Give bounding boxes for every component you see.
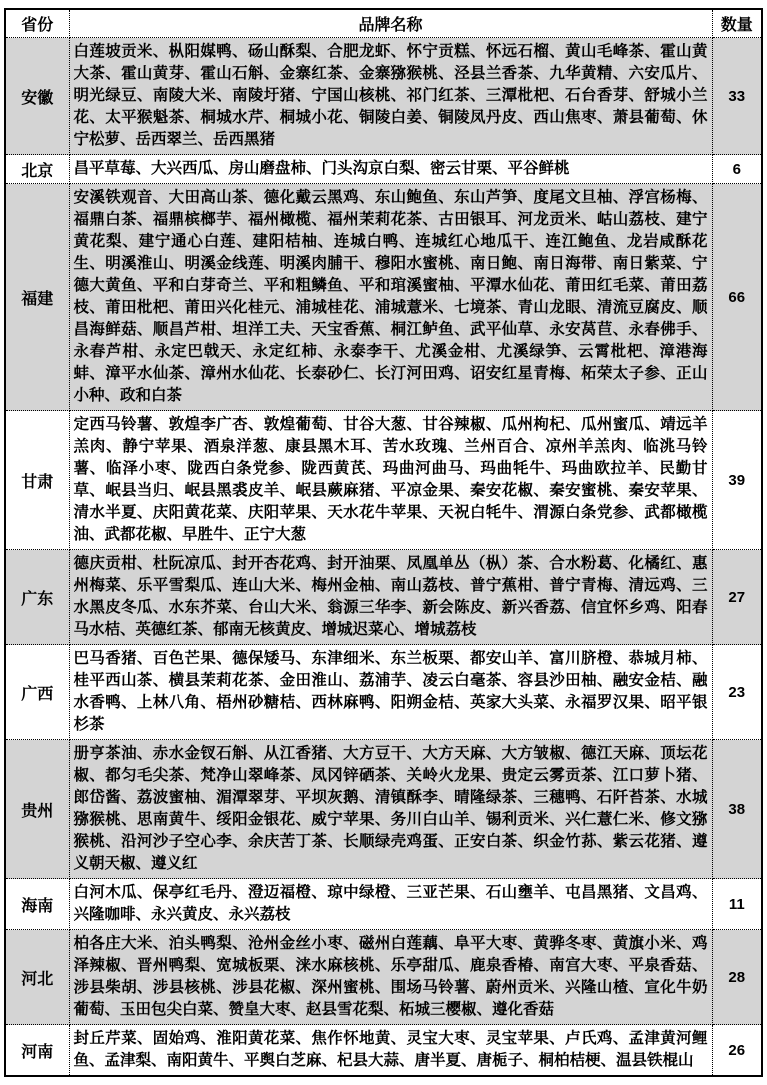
province-cell: 广东 [5, 550, 69, 645]
province-cell: 甘肃 [5, 411, 69, 550]
province-cell: 河南 [5, 1025, 69, 1077]
count-cell: 11 [712, 879, 762, 930]
count-cell: 28 [712, 930, 762, 1025]
brands-cell: 巴马香猪、百色芒果、德保矮马、东津细米、东兰板栗、都安山羊、富川脐橙、恭城月柿、桂平西山茶、横县茉莉花茶、金田淮山、荔浦芋、凌云白毫茶、容县沙田柚、融安金桔、融水香鸭、上林八角、梧州砂糖桔、西林麻鸭、阳朔金桔、英家大头菜、永福罗汉果、昭平银杉茶 [69, 645, 712, 740]
table-row [5, 930, 762, 1025]
province-cell: 安徽 [5, 38, 69, 155]
table-row [5, 740, 762, 879]
province-cell: 北京 [5, 155, 69, 184]
table-body [5, 38, 762, 1077]
count-cell: 66 [712, 184, 762, 411]
count-cell: 26 [712, 1025, 762, 1077]
header-row [5, 9, 762, 38]
brands-cell: 柏各庄大米、泊头鸭梨、沧州金丝小枣、磁州白莲藕、阜平大枣、黄骅冬枣、黄旗小米、鸡泽辣椒、晋州鸭梨、宽城板栗、涞水麻核桃、乐亭甜瓜、鹿泉香椿、南宫大枣、平泉香菇、涉县柴胡、涉县核桃、涉县花椒、深州蜜桃、围场马铃薯、蔚州贡米、兴隆山楂、宣化牛奶葡萄、玉田包尖白菜、赞皇大枣、赵县雪花梨、柘城三樱椒、遵化香菇 [69, 930, 712, 1025]
table-row [5, 879, 762, 930]
header-province: 省份 [5, 9, 69, 38]
brands-cell: 德庆贡柑、杜阮凉瓜、封开杏花鸡、封开油栗、凤凰单丛（枞）茶、合水粉葛、化橘红、惠州梅菜、乐平雪梨瓜、连山大米、梅州金柚、南山荔枝、普宁蕉柑、普宁青梅、清远鸡、三水黑皮冬瓜、水东芥菜、台山大米、翁源三华李、新会陈皮、新兴香荔、信宜怀乡鸡、阳春马水桔、英德红茶、郁南无核黄皮、增城迟菜心、增城荔枝 [69, 550, 712, 645]
brands-cell: 白河木瓜、保亭红毛丹、澄迈福橙、琼中绿橙、三亚芒果、石山壅羊、屯昌黑猪、文昌鸡、兴隆咖啡、永兴黄皮、永兴荔枝 [69, 879, 712, 930]
province-brand-table [4, 8, 763, 1077]
province-cell: 福建 [5, 184, 69, 411]
table-row [5, 1025, 762, 1077]
table-header [5, 9, 762, 38]
header-brand: 品牌名称 [69, 9, 712, 38]
table-row [5, 550, 762, 645]
brands-cell: 白莲坡贡米、枞阳媒鸭、砀山酥梨、合肥龙虾、怀宁贡糕、怀远石榴、黄山毛峰茶、霍山黄大茶、霍山黄芽、霍山石斛、金寨红茶、金寨猕猴桃、泾县兰香茶、九华黄精、六安瓜片、明光绿豆、南陵大米、南陵圩猪、宁国山核桃、祁门红茶、三潭枇杷、石台香芽、舒城小兰花、太平猴魁茶、桐城水芹、桐城小花、铜陵白姜、铜陵凤丹皮、西山焦枣、萧县葡萄、休宁松萝、岳西翠兰、岳西黑猪 [69, 38, 712, 155]
count-cell: 23 [712, 645, 762, 740]
brands-cell: 安溪铁观音、大田高山茶、德化戴云黑鸡、东山鲍鱼、东山芦笋、度尾文旦柚、浮宫杨梅、福鼎白茶、福鼎槟榔芋、福州橄榄、福州茉莉花茶、古田银耳、河龙贡米、岵山荔枝、建宁黄花梨、建宁通心白莲、建阳桔柚、连城白鸭、连城红心地瓜干、连江鲍鱼、龙岩咸酥花生、明溪淮山、明溪金线莲、明溪肉脯干、穆阳水蜜桃、南日鲍、南日海带、南日紫菜、宁德大黄鱼、平和白芽奇兰、平和粗鳞鱼、平和琯溪蜜柚、平潭水仙花、莆田红毛菜、莆田荔枝、莆田枇杷、莆田兴化桂元、浦城桂花、浦城薏米、七境茶、青山龙眼、清流豆腐皮、顺昌海鲜菇、顺昌芦柑、坦洋工夫、天宝香蕉、桐江鲈鱼、武平仙草、永安莴苣、永春佛手、永春芦柑、永定巴戟天、永定红柿、永泰李干、尤溪金柑、尤溪绿笋、云霄枇杷、漳港海蚌、漳平水仙茶、漳州水仙花、长泰砂仁、长汀河田鸡、诏安红星青梅、柘荣太子参、正山小种、政和白茶 [69, 184, 712, 411]
table-row [5, 645, 762, 740]
brands-cell: 定西马铃薯、敦煌李广杏、敦煌葡萄、甘谷大葱、甘谷辣椒、瓜州枸杞、瓜州蜜瓜、靖远羊羔肉、静宁苹果、酒泉洋葱、康县黑木耳、苦水玫瑰、兰州百合、凉州羊羔肉、临洮马铃薯、临泽小枣、陇西白条党参、陇西黄芪、玛曲河曲马、玛曲牦牛、玛曲欧拉羊、民勤甘草、岷县当归、岷县黑裘皮羊、岷县蕨麻猪、平凉金果、秦安花椒、秦安蜜桃、秦安苹果、清水半夏、庆阳黄花菜、庆阳苹果、天水花牛苹果、天祝白牦牛、渭源白条党参、武都橄榄油、武都花椒、早胜牛、正宁大葱 [69, 411, 712, 550]
count-cell: 6 [712, 155, 762, 184]
header-count: 数量 [712, 9, 762, 38]
brands-cell: 昌平草莓、大兴西瓜、房山磨盘柿、门头沟京白梨、密云甘栗、平谷鲜桃 [69, 155, 712, 184]
table-row [5, 411, 762, 550]
brands-cell: 册亨茶油、赤水金钗石斛、从江香猪、大方豆干、大方天麻、大方皱椒、德江天麻、顶坛花椒、都匀毛尖茶、梵净山翠峰茶、凤冈锌硒茶、关岭火龙果、贵定云雾贡茶、江口萝卜猪、郎岱酱、荔波蜜柚、湄潭翠芽、平坝灰鹅、清镇酥李、晴隆绿茶、三穗鸭、石阡苔茶、水城猕猴桃、思南黄牛、绥阳金银花、威宁苹果、务川白山羊、锡利贡米、兴仁薏仁米、修文猕猴桃、沿河沙子空心李、余庆苦丁茶、长顺绿壳鸡蛋、正安白茶、织金竹荪、紫云花猪、遵义朝天椒、遵义红 [69, 740, 712, 879]
table-row [5, 38, 762, 155]
province-cell: 河北 [5, 930, 69, 1025]
table-row [5, 155, 762, 184]
province-cell: 贵州 [5, 740, 69, 879]
count-cell: 39 [712, 411, 762, 550]
count-cell: 33 [712, 38, 762, 155]
province-cell: 海南 [5, 879, 69, 930]
brands-cell: 封丘芹菜、固始鸡、淮阳黄花菜、焦作怀地黄、灵宝大枣、灵宝苹果、卢氏鸡、孟津黄河鲤鱼、孟津梨、南阳黄牛、平舆白芝麻、杞县大蒜、唐半夏、唐栀子、桐柏桔梗、温县铁棍山 [69, 1025, 712, 1077]
count-cell: 38 [712, 740, 762, 879]
province-cell: 广西 [5, 645, 69, 740]
table-row [5, 184, 762, 411]
count-cell: 27 [712, 550, 762, 645]
